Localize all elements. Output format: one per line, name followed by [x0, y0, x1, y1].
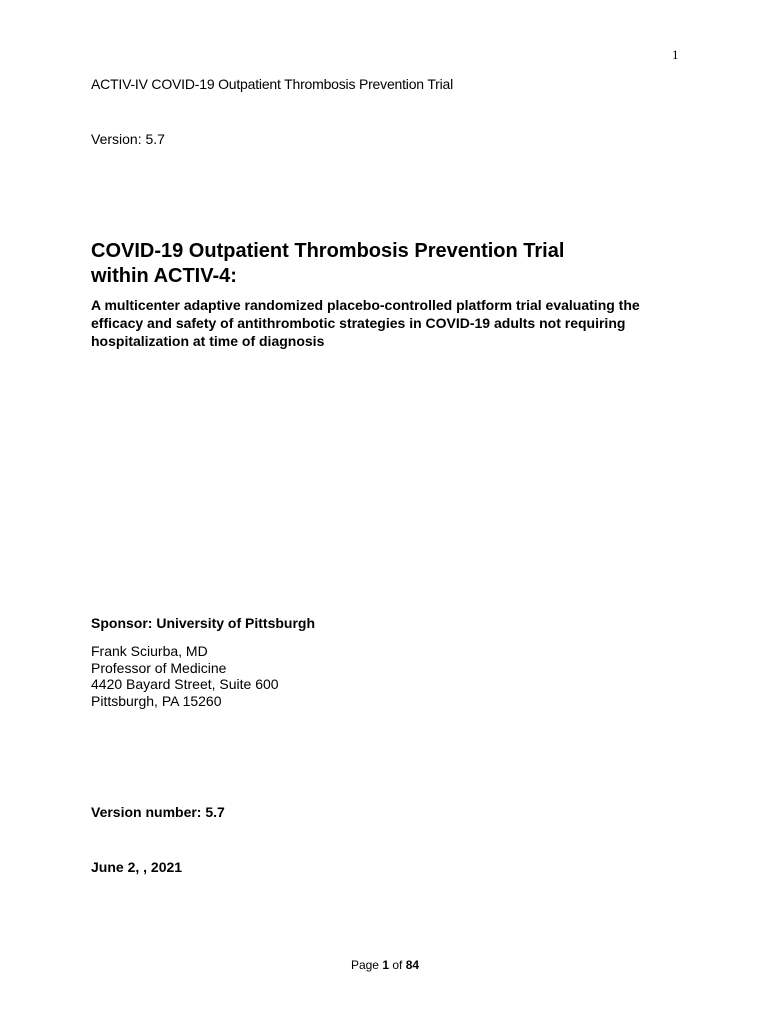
footer-current-page: 1 — [382, 958, 389, 972]
footer-of-word: of — [392, 958, 403, 972]
title-line-1: COVID-19 Outpatient Thrombosis Prevention Trial — [91, 240, 565, 262]
document-version: Version: 5.7 — [91, 131, 165, 147]
page-corner-number: 1 — [672, 47, 679, 62]
document-header-title: ACTIV-IV COVID-19 Outpatient Thrombosis Prevention Trial — [91, 76, 454, 92]
contact-name: Frank Sciurba, MD — [91, 643, 208, 659]
page-title — [91, 239, 611, 289]
version-number: Version number: 5.7 — [91, 804, 225, 820]
document-date: June 2, , 2021 — [91, 859, 183, 875]
contact-street: 4420 Bayard Street, Suite 600 — [91, 676, 279, 692]
contact-position: Professor of Medicine — [91, 659, 227, 676]
title-line-2: within ACTIV-4: — [91, 265, 237, 287]
footer-total-pages: 84 — [405, 958, 420, 972]
contact-city: Pittsburgh, PA 15260 — [91, 692, 222, 709]
contact-block — [91, 643, 279, 709]
footer-page-word: Page — [350, 958, 379, 972]
page-subtitle: A multicenter adaptive randomized placebo-controlled platform trial evaluating the efficacy and safety of antithrombotic strategies in COVID-19 adults not requiring hospitalization at time of diagnosis — [91, 297, 640, 349]
sponsor-line: Sponsor: University of Pittsburgh — [91, 615, 316, 631]
page-footer — [0, 958, 770, 972]
